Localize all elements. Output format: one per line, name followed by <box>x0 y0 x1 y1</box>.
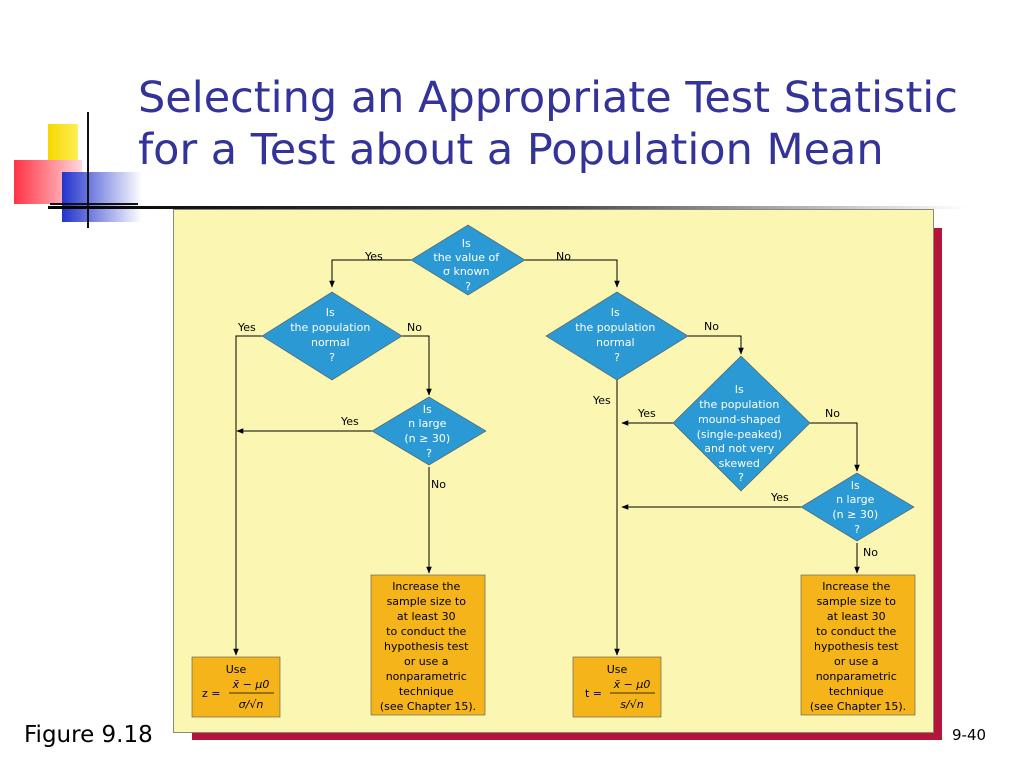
decision-population-normal-left-text: Is the population normal ? <box>290 306 371 364</box>
label-d2-no: No <box>407 321 422 334</box>
z-formula-denominator: σ/√n <box>238 698 264 711</box>
connector-d5-no <box>810 423 857 471</box>
label-d1-yes: Yes <box>365 250 383 263</box>
connector-d2-yes <box>236 336 262 655</box>
label-d6-yes: Yes <box>771 491 789 504</box>
flowchart-svg <box>174 210 935 734</box>
t-formula-lhs: t = <box>585 687 603 700</box>
decision-sigma-known-text: Is the value of σ known ? <box>433 237 500 293</box>
label-d1-no: No <box>556 250 571 263</box>
box-use-t-label: Use <box>606 663 628 676</box>
box-use-z-label: Use <box>225 663 247 676</box>
slide-logo-decoration <box>0 0 160 240</box>
decision-n-large-left-text: Is n large (n ≥ 30) ? <box>404 403 451 460</box>
slide-title-line-2: for a Test about a Population Mean <box>138 125 884 175</box>
label-d3-yes: Yes <box>341 415 359 428</box>
decision-population-normal-right-text: Is the population normal ? <box>575 306 656 364</box>
slide-title <box>138 72 998 176</box>
decision-n-large-right-text: Is n large (n ≥ 30) ? <box>832 479 879 536</box>
box-increase-sample-right-text: Increase the sample size to at least 30 to conduct the hypothesis test or use a nonparametric technique (see Chapter 15). <box>809 580 907 713</box>
label-d2-yes: Yes <box>238 321 256 334</box>
connector-d4-no <box>688 336 741 354</box>
label-d3-no: No <box>431 478 446 491</box>
label-d4-yes: Yes <box>593 394 611 407</box>
label-d5-yes: Yes <box>638 407 656 420</box>
z-formula-numerator: x̄ − μ0 <box>232 678 270 691</box>
label-d4-no: No <box>704 320 719 333</box>
label-d5-no: No <box>825 407 840 420</box>
connector-d1-no <box>525 260 617 287</box>
page-number: 9-40 <box>952 726 987 744</box>
connector-d1-yes <box>332 260 411 287</box>
t-formula-denominator: s/√n <box>620 698 644 711</box>
label-d6-no: No <box>863 546 878 559</box>
figure-caption: Figure 9.18 <box>24 722 153 748</box>
slide-title-line-1: Selecting an Appropriate Test Statistic <box>138 73 958 123</box>
decision-mound-shaped-text: Is the population mound-shaped (single-peaked) and not very skewed ? <box>696 383 782 484</box>
flowchart-panel <box>173 209 934 733</box>
t-formula-numerator: x̄ − μ0 <box>613 678 651 691</box>
z-formula-lhs: z = <box>202 687 221 700</box>
box-increase-sample-left-text: Increase the sample size to at least 30 to conduct the hypothesis test or use a nonparametric technique (see Chapter 15). <box>379 580 477 713</box>
connector-d2-no <box>402 336 429 395</box>
